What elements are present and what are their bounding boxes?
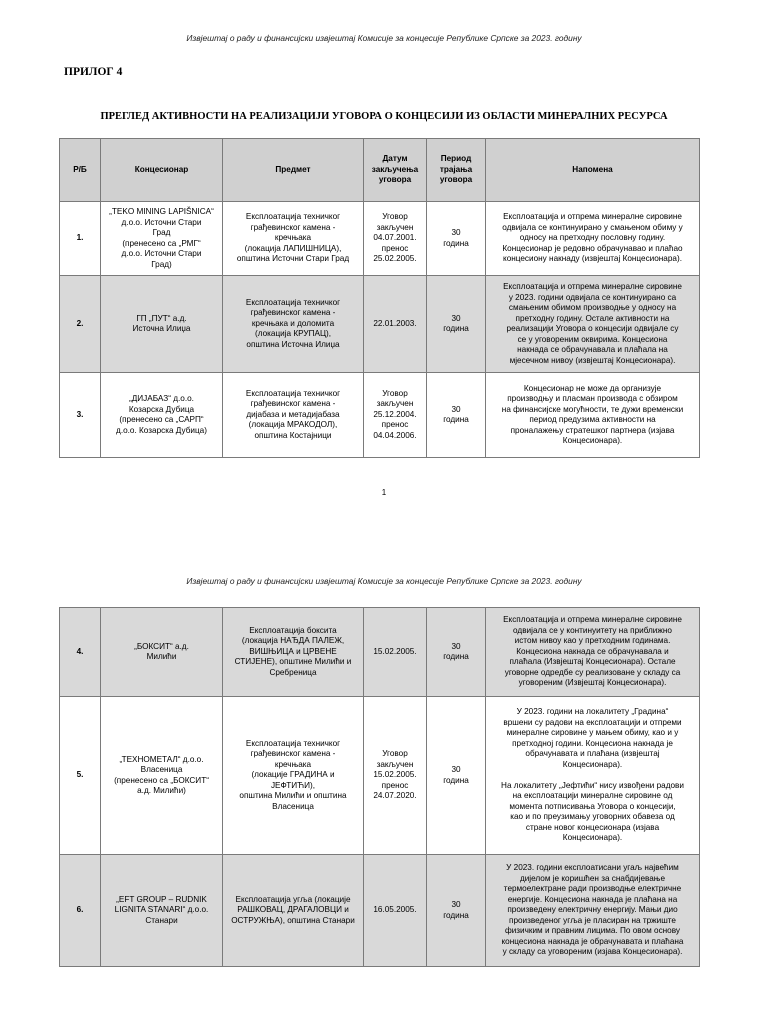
annex-label: ПРИЛОГ 4 [64,66,123,78]
cell-period: 30 година [427,373,486,458]
cell-date: 15.02.2005. [364,608,427,697]
concessions-table-page2 [59,607,700,967]
table-row [60,608,700,697]
cell-concessionaire: „ДИЈАБАЗ“ д.о.о. Козарска Дубица (пренесено са „САРП“ д.о.о. Козарска Дубица) [101,373,223,458]
cell-concessionaire: „TEKO MINING LAPIŠNICA“ д.о.о. Источни Стари Град (пренесено са „РМГ“ д.о.о. Источни Стари Град) [101,202,223,276]
cell-note: Концесионар не може да организује производњу и пласман производа с обзиром на финансијске могућности, те дужи временски период предузима активности на проналажењу стратешког партнера (изјава Концесионара). [486,373,700,458]
col-header-note: Напомена [486,139,700,202]
cell-subject: Експлоатација техничког грађевинског камена - кречњака и доломита (локација КРУПАЦ), општина Источна Илиџа [223,276,364,373]
cell-note: Експлоатација и отпрема минералне сировине у 2023. години одвијала се континуирано са смањеним обимом производње у односу на претходну годину. Остале активности на реализацији Уговора о концесији одвијале су се у уговореним оквирима. Концесиона накнада се обрачунавала и плаћала на мјесечном нивоу (извјештај Концесионара). [486,276,700,373]
cell-period: 30 година [427,697,486,855]
cell-note: У 2023. години на локалитету „Градина“ вршени су радови на експлоатацији и отпреми минералне сировине у мањем обиму, као и у претходној години. Концесиона накнада је обрачунавата и плаћана (извјештај Концесионара). На локалитету „Јефтићи“ нису извођени радови на експлоатацији минералне сировине од момента потписивања Уговора о концесији, као и по преузимању уговорних обавеза од стране новог концесионара (изјава Концесионара). [486,697,700,855]
cell-period: 30 година [427,276,486,373]
cell-date: Уговор закључен 25.12.2004. пренос 04.04.2006. [364,373,427,458]
table-row [60,276,700,373]
col-header-period: Период трајања уговора [427,139,486,202]
table-row [60,855,700,967]
cell-date: Уговор закључен 15.02.2005. пренос 24.07.2020. [364,697,427,855]
cell-rb: 6. [60,855,101,967]
cell-period: 30 година [427,855,486,967]
cell-subject: Експлоатација угља (локације РАШКОВАЦ, ДРАГАЛОВЦИ и ОСТРУЖЊА), општина Станари [223,855,364,967]
table-row [60,697,700,855]
col-header-subject: Предмет [223,139,364,202]
cell-subject: Експлоатација техничког грађевинског камена - кречњака (локације ГРАДИНА и ЈЕФТИЋИ), општина Милићи и општина Власеница [223,697,364,855]
cell-rb: 1. [60,202,101,276]
concessions-table-page1 [59,138,700,458]
page-header: Извјештај о раду и финансијски извјештај Комисије за концесије Републике Српске за 2023. годину [186,33,582,43]
cell-concessionaire: „ТЕХНОМЕТАЛ“ д.о.о. Власеница (пренесено са „БОКСИТ“ а.д. Милићи) [101,697,223,855]
cell-note: Експлоатација и отпрема минералне сировине одвијала се континуирано у смањеном обиму у односу на претходну пословну годину. Концесионар је редовно обрачунавао и плаћао концесиону накнаду (извјештај Концесионара). [486,202,700,276]
col-header-concessionaire: Концесионар [101,139,223,202]
cell-note: У 2023. години експлоатисани угаљ највећим дијелом је коришћен за снабдијевање термоелектране ради производње електричне енергије. Концесиона накнада је плаћана на произведену електричну енергију. Мањи дио произведеног угља је пласиран на тржиште физичким и правним лицима. По овом основу концесиона накнада је обрачунавата и плаћана у складу са уговореним (изјава Концесионара). [486,855,700,967]
col-header-rb: Р/Б [60,139,101,202]
cell-period: 30 година [427,608,486,697]
cell-period: 30 година [427,202,486,276]
cell-rb: 3. [60,373,101,458]
cell-rb: 2. [60,276,101,373]
cell-note: Експлоатација и отпрема минералне сировине одвијала се у континуитету на приближно истом нивоу као у претходним годинама. Концесиона накнада се обрачунавала и плаћала (Извјештај Концесионара). Остале уговорне одредбе су реализоване у складу са уговореним (Извјештај Концесионара). [486,608,700,697]
document-title: ПРЕГЛЕД АКТИВНОСТИ НА РЕАЛИЗАЦИЈИ УГОВОРА О КОНЦЕСИЈИ ИЗ ОБЛАСТИ МИНЕРАЛНИХ РЕСУРСА [100,111,668,122]
table-row [60,202,700,276]
page-header: Извјештај о раду и финансијски извјештај Комисије за концесије Републике Српске за 2023. годину [186,576,582,586]
cell-concessionaire: „БОКСИТ“ а.д. Милићи [101,608,223,697]
cell-subject: Експлоатација техничког грађевинског камена - кречњака (локација ЛАПИШНИЦА), општина Источни Стари Град [223,202,364,276]
cell-concessionaire: „EFT GROUP – RUDNIK LIGNITA STANARI“ д.о.о. Станари [101,855,223,967]
cell-date: 16.05.2005. [364,855,427,967]
cell-date: 22.01.2003. [364,276,427,373]
page-number: 1 [381,488,387,497]
table-header-row [60,139,700,202]
cell-subject: Експлоатација боксита (локација НАЂДА ПАЛЕЖ, ВИШЊИЦА и ЦРВЕНЕ СТИЈЕНЕ), општине Милићи и Сребреница [223,608,364,697]
table-row [60,373,700,458]
cell-rb: 5. [60,697,101,855]
cell-rb: 4. [60,608,101,697]
col-header-date: Датум закључења уговора [364,139,427,202]
cell-date: Уговор закључен 04.07.2001. пренос 25.02.2005. [364,202,427,276]
cell-subject: Експлоатација техничког грађевинског камена - дијабаза и метадијабаза (локација МРАКОДОЛ), општина Костајници [223,373,364,458]
cell-concessionaire: ГП „ПУТ“ а.д. Источна Илиџа [101,276,223,373]
